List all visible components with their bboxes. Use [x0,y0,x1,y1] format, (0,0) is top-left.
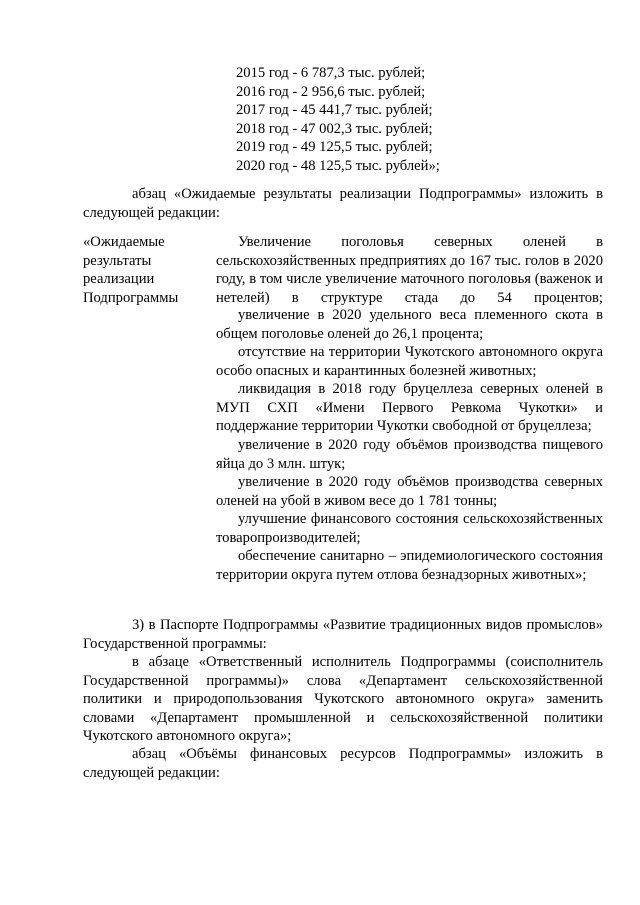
result-item-financial-state: улучшение финансового состояния сельскохозяйственных товаропроизводителей; [216,511,603,546]
funding-volumes-intro-paragraph: абзац «Объёмы финансовых ресурсов Подпрограммы» изложить в следующей редакции: [83,746,603,781]
result-item-reindeer-slaughter: увеличение в 2020 году объёмов производства северных оленей на убой в живом весе до 1 781 тонны; [216,474,603,509]
result-item-reindeer-livestock: Увеличение поголовья северных оленей в сельскохозяйственных предприятиях до 167 тыс. голов в 2020 году, в том числе увеличение маточного поголовья (важенок и нетелей) в структуре стада до 54 процентов; [216,234,603,306]
funding-by-year-list [236,64,440,175]
funding-line-2015: 2015 год - 6 787,3 тыс. рублей; [236,65,426,81]
result-item-animal-diseases: отсутствие на территории Чукотского автономного округа особо опасных и карантинных болезней животных; [216,344,603,379]
funding-line-2018: 2018 год - 47 002,3 тыс. рублей; [236,120,433,137]
result-item-sanitary-state: обеспечение санитарно – эпидемиологического состояния территории округа путем отлова безнадзорных животных»; [216,548,603,583]
expected-results-label: «Ожидаемые результаты реализации Подпрограммы [83,234,179,306]
funding-line-2020: 2020 год - 48 125,5 тыс. рублей»; [236,157,440,174]
responsible-executor-paragraph: в абзаце «Ответственный исполнитель Подпрограммы (соисполнитель Государственной программы)» слова «Департамент сельскохозяйственной политики и природопользования Чукотского автономного округа» заменить словами «Департамент промышленной и сельскохозяйственной политики Чукотского автономного округа»; [83,654,603,744]
expected-results-intro-paragraph: абзац «Ожидаемые результаты реализации Подпрограммы» изложить в следующей редакции: [83,186,603,221]
funding-line-2019: 2019 год - 49 125,5 тыс. рублей; [236,139,433,155]
result-item-breeding-stock: увеличение в 2020 удельного веса племенного скота в общем поголовье оленей до 26,1 процента; [216,307,603,342]
funding-line-2016: 2016 год - 2 956,6 тыс. рублей; [236,83,426,100]
result-item-egg-production: увеличение в 2020 году объёмов производства пищевого яйца до 3 млн. штук; [216,437,603,472]
funding-line-2017: 2017 год - 45 441,7 тыс. рублей; [236,102,433,118]
result-item-brucellosis: ликвидация в 2018 году бруцеллеза северных оленей в МУП СХП «Имени Первого Ревкома Чукотки» и поддержание территории Чукотки свободной от бруцеллеза; [216,381,603,434]
item-3-paragraph: 3) в Паспорте Подпрограммы «Развитие традиционных видов промыслов» Государственной программы: [83,617,603,652]
